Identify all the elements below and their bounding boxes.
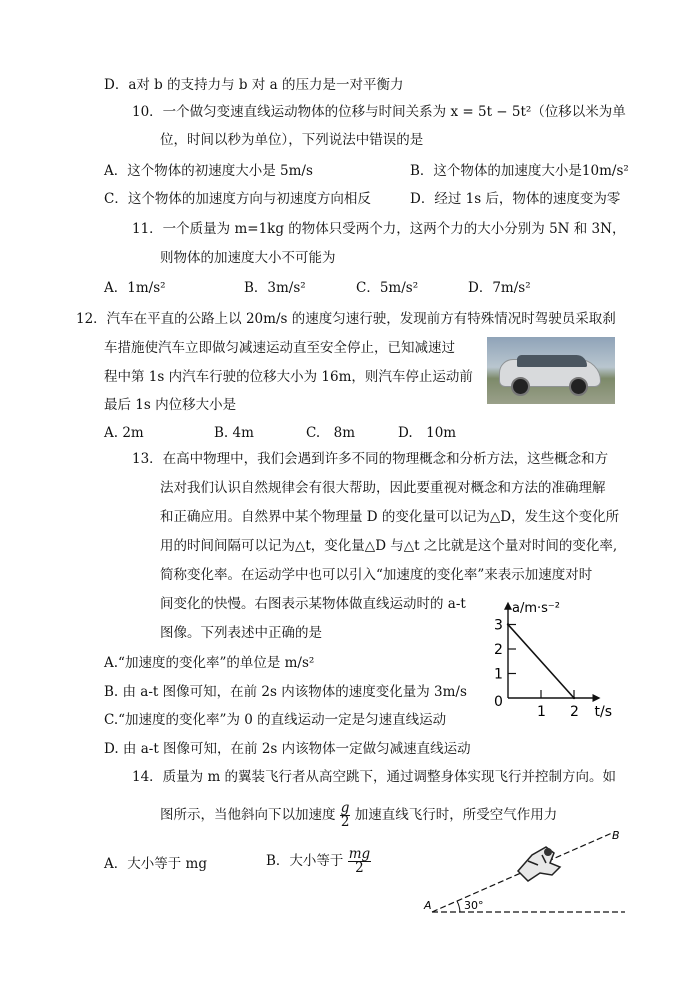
q14-stem-1: 14．质量为 m 的翼装飞行者从高空跳下，通过调整身体实现飞行并控制方向。如: [132, 769, 617, 785]
origin-label: 0: [494, 694, 503, 710]
q14-option-b: [266, 848, 371, 875]
q12-option-c: C. 8m: [306, 425, 356, 441]
fraction-numerator: g: [340, 800, 350, 816]
q14-option-b-pre: B．大小等于: [266, 853, 344, 869]
q14-stem-2-pre: 图所示，当他斜向下以加速度: [160, 807, 336, 823]
x-tick-label: 1: [537, 704, 546, 720]
q12-option-a: A. 2m: [104, 425, 144, 441]
q13-option-c: C.“加速度的变化率”为 0 的直线运动一定是匀速直线运动: [104, 712, 447, 728]
q13-stem-1: 13．在高中物理中，我们会遇到许多不同的物理概念和分析方法，这些概念和方: [132, 451, 609, 467]
q11-option-a: A．1m/s²: [104, 280, 166, 296]
x-axis-label: t/s: [594, 704, 612, 720]
q14-option-a: A．大小等于 mg: [104, 856, 207, 872]
q12-stem-3: 程中第 1s 内汽车行驶的位移大小为 16m，则汽车停止运动前: [104, 369, 473, 385]
q12-stem-2: 车措施使汽车立即做匀减速运动直至安全停止，已知减速过: [104, 340, 455, 356]
q10-option-c: C．这个物体的加速度方向与初速度方向相反: [104, 191, 371, 207]
y-tick-label: 1: [494, 666, 503, 683]
flight-figure: [420, 825, 630, 920]
fraction-mg-over-2: [348, 848, 371, 875]
q10-option-d: D．经过 1s 后，物体的速度变为零: [410, 191, 621, 207]
q10-option-b: B．这个物体的加速度大小是10m/s²: [410, 163, 629, 179]
series-line: [508, 625, 574, 699]
series-point: [507, 623, 509, 625]
q14-stem-2-post: 加速直线飞行时，所受空气作用力: [354, 807, 558, 823]
q10-option-a: A．这个物体的初速度大小是 5m/s: [104, 163, 313, 179]
q13-stem-3: 和正确应用。自然界中某个物理量 D 的变化量可以记为△D，发生这个变化所: [160, 509, 620, 525]
q12-stem-4: 最后 1s 内位移大小是: [104, 397, 237, 413]
fraction-g-over-2: [340, 802, 351, 829]
car-photo: [487, 337, 615, 404]
q11-option-d: D．7m/s²: [468, 280, 531, 296]
q10-stem-2: 位，时间以秒为单位），下列说法中错误的是: [160, 132, 424, 148]
label-a: A: [424, 899, 432, 912]
q11-stem-2: 则物体的加速度大小不可能为: [160, 250, 336, 266]
y-tick-label: 2: [494, 642, 503, 658]
y-tick-label: 3: [494, 617, 503, 634]
q10-stem-1: 10．一个做匀变速直线运动物体的位移与时间关系为 x = 5t − 5t²（位移以米为单: [132, 104, 626, 120]
q13-option-a: A.“加速度的变化率”的单位是 m/s²: [104, 655, 315, 671]
y-axis-arrow: [504, 602, 512, 610]
q11-stem-1: 11．一个质量为 m=1kg 的物体只受两个力，这两个力的大小分别为 5N 和 3N，: [132, 221, 626, 237]
series-point: [573, 697, 575, 699]
angle-label: 30°: [464, 899, 484, 912]
q13-stem-5: 简称变化率。在运动学中也可以引入“加速度的变化率”来表示加速度对时: [160, 567, 593, 583]
q12-stem-1: 12．汽车在平直的公路上以 20m/s 的速度匀速行驶，发现前方有特殊情况时驾驶员采取刹: [76, 311, 616, 327]
label-b: B: [612, 829, 620, 842]
x-axis-arrow: [593, 694, 601, 702]
q13-option-d: D. 由 a-t 图像可知，在前 2s 内该物体一定做匀减速直线运动: [104, 741, 471, 757]
q13-stem-2: 法对我们认识自然规律会有很大帮助，因此要重视对概念和方法的准确理解: [160, 480, 606, 496]
x-tick-label: 2: [570, 704, 579, 720]
y-axis-label: a/m·s⁻²: [512, 600, 560, 616]
q13-option-b: B. 由 a-t 图像可知，在前 2s 内该物体的速度变化量为 3m/s: [104, 684, 467, 700]
fraction-denominator: 2: [340, 814, 350, 830]
angle-arc: [457, 901, 460, 912]
q12-option-d: D. 10m: [398, 425, 457, 441]
fraction-denominator: 2: [355, 860, 364, 876]
q13-stem-6: 间变化的快慢。右图表示某物体做直线运动时的 a-t: [160, 596, 466, 612]
q13-stem-7: 图像。下列表述中正确的是: [160, 625, 322, 641]
at-graph: [462, 592, 622, 724]
q11-option-b: B．3m/s²: [244, 280, 306, 296]
q9-option-d: D．a对 b 的支持力与 b 对 a 的压力是一对平衡力: [104, 77, 404, 93]
fraction-numerator: mg: [348, 846, 371, 862]
q12-option-b: B. 4m: [214, 425, 254, 441]
q13-stem-4: 用的时间间隔可以记为△t，变化量△D 与△t 之比就是这个量对时间的变化率,: [160, 538, 618, 554]
q11-option-c: C．5m/s²: [356, 280, 419, 296]
wingsuit-flyer-icon: [518, 847, 560, 881]
